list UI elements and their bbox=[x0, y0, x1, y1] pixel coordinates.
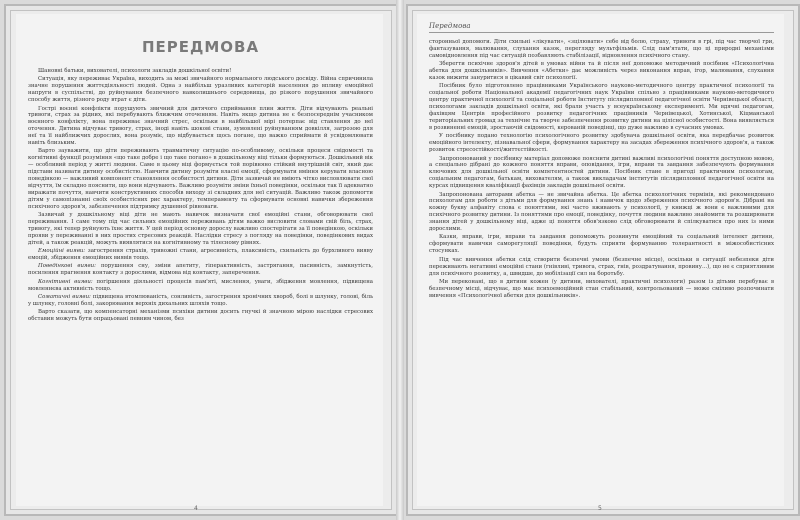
right-page-number: 5 bbox=[598, 505, 602, 512]
right-page bbox=[417, 14, 784, 506]
paragraph-text: Запропонована авторами абетка — не звичайна абетка. Це абетка психологічних термінів, які рекомендовано психологам для роботи з дітьми для формування знань і навичок щодо збереження психічного здоров'я. Дібрані на кожну букву алфавіту слова є поняттями, які часто вживають у психології, у книжці ж вони є важливими для психічного розвитку дитини. Із поняттями про емоції, поведінку, почуття людини важливо знайомити та розширювати знання дітей у дошкільному віці, адже ці поняття обов'язково слід обговорювати й спілкуватися про них із ними дорослими. bbox=[429, 191, 774, 233]
left-page-text bbox=[28, 68, 373, 323]
paragraph-text: підвищена втомлюваність, сонливість, загострення хронічних хвороб, болі в шлунку, голові, біль у шлунку, головні болі, закорювання верхніх дихальних шляхів тощо. bbox=[28, 294, 373, 307]
paragraph-label: Когнітивні вияви: bbox=[38, 278, 97, 285]
paragraph bbox=[429, 257, 774, 278]
paragraph-text: Запропонований у посібнику матеріал допоможе пояснити дитині важливі психологічні поняття доступною мовою, а спеціально дібрані до кожного поняття вправи, оповідання, ігри, вправи та завдання забезпечують формування ключових для дошкільної освіти компетентностей дитини. Посібник стане в пригоді практичним психологам, соціальним педагогам, батькам, вихователям, а також викладачам інститутів післядипломної педагогічної освіти на курсах підвищення кваліфікації фахівців закладів дошкільної освіти. bbox=[429, 155, 774, 190]
paragraph bbox=[28, 68, 373, 75]
paragraph-text: Зберегти психічне здоров'я дітей в умовах війни та й після неї допоможе методичний посібник «Психологічна абетка для дошкільників». Вивчення «Абетки» дає можливість через виконання вправ, ігор, малювання, слухання казок вижити зануритися в цікавий світ психології. bbox=[429, 61, 774, 82]
paragraph-text: порушення сну, зміни апетиту, гіперактивність, застрягання, пасивність, замкнутість, посилення прагнення контакту з дорослими, відмова від контакту, заперечення. bbox=[28, 263, 373, 277]
paragraph-text: Під час вивчення абетки слід створити безпечні умови (безпечне місце), оскільки в ситуації небезпеки діти переживають негативні емоційні стани (гнівливі, тривога, страх, гнів, роздратування, провину...), що не є сприятливим для психічного розвитку, а, швидше, до мобілізації сил на боротьбу. bbox=[429, 256, 774, 277]
paragraph bbox=[28, 294, 373, 308]
paragraph-text: У посібнику подано технологію психологічного розвитку здобувача дошкільної освіти, яка передбачає розвиток емоційного інтелекту, пізнавальної сфери, формування характеру на засадах збереження психічного здоров'я, а також розвиток стресостійкості/життєстійкості. bbox=[429, 133, 774, 154]
paragraph bbox=[28, 248, 373, 262]
paragraph bbox=[429, 234, 774, 255]
paragraph bbox=[28, 212, 373, 247]
paragraph bbox=[28, 309, 373, 323]
left-page-number: 4 bbox=[194, 505, 198, 512]
left-page bbox=[16, 14, 383, 506]
paragraph bbox=[429, 39, 774, 60]
paragraph-text: Варто зауважити, що діти переживають травматичну ситуацію по-особливому, оскільки процеси свідомості та когнітивні функції розуміння «що таке добре і що таке погано» в дошкільному віці тільки формуються. Дошкільний вік — особливий період у житті людини. Саме в цьому віці формується той порівняно стійкий внутрішній світ, який дає підстави називати дитину особистістю. Навчити дитину розуміти власні емоції, сформувати вміння керувати власною поведінкою — важливий компонент становлення особистості дитини. Діти зазвичай не вміють чітко висловлювати свої відчуття, їм складно пояснити, що вони відчувають. Важливо розуміти зміни їхньої поведінки, оскільки так її адекватно виражати почуття, навчити конструктивних способів виходу зі складних для неї ситуацій. Важливо також допомогти дітям у самопізнанні своїх особистісних рис характеру, темпераменту та сформувати основні навички збереження психічного здоров'я, забезпечення підтримку душевної рівноваги. bbox=[28, 148, 373, 210]
paragraph-text: Казки, вправи, ігри, вправи та завдання допоможуть розвинути емоційний та соціальний інтелект дитини, сформувати навички саморегуляції поведінки, будуть сприяти формуванню толерантності в міжособистісних стосунках. bbox=[429, 234, 774, 255]
paragraph-text: загострення страхів, тривожні стани, агресивність, плаксивість, схильність до бурхливого вияву емоцій, збідження емоційних виявів тощо. bbox=[28, 248, 373, 262]
paragraph bbox=[429, 156, 774, 191]
paragraph-text: Шановні батьки, вихователі, психологи закладів дошкільної освіти! bbox=[38, 68, 232, 74]
paragraph-text: Посібник було підготовлено працівниками Українського науково-методичного центру практичної психології та соціальної роботи Національної академії педагогічних наук України спільно з працівниками науково-методичного центру практичної психології та соціальної роботи Інституту післядипломної педагогічної освіти Чернівецької області, психологами закладів дошкільної освіти, які брали участь у всеукраїнському експерименті. Ми вдячні педагогам, фахівцям Центрів професійного розвитку педагогічних працівників Чернівецької, Хотинської, Кіцманської територіальних громад за технічне та творче забезпечення розвитку дитини на цілісної особистості. Вона виявляється в розвиненні емоцій, зростаючій свідомості, керованій поведінці, що дуже важливо в сучасних умовах. bbox=[429, 83, 774, 131]
book-spine bbox=[396, 0, 404, 520]
paragraph-text: погіршення діяльності процесів пам'яті, мислення, уваги, збідження мовлення, підвищена мовленнєва активність тощо. bbox=[28, 278, 373, 292]
paragraph bbox=[28, 106, 373, 147]
paragraph-label: Соматичні вияви: bbox=[38, 294, 93, 301]
paragraph bbox=[429, 83, 774, 131]
paragraph bbox=[429, 192, 774, 233]
paragraph-text: Ситуація, яку переживає Україна, виходить за межі звичайного нормального людського досвіду. Війна спричинила значне порушення життєдіяльності людей. Одна з найбільш уразливих категорій населення до впливу емоційної напруги в суспільстві, до руйнування безпечного навколишнього середовища, до різкого порушення звичайного способу життя, різного роду втрат є діти. bbox=[28, 76, 373, 104]
paragraph-label: Поведінкові вияви: bbox=[38, 263, 101, 270]
paragraph bbox=[429, 133, 774, 154]
paragraph-text: Варто сказати, що компенсаторні механізми психіки дитини досить гнучкі й значною мірою наслідки стресових обставин можуть бути опрацьовані певним чином, без bbox=[28, 309, 373, 323]
paragraph-text: сторонньої допомоги. Діти схильні «лікувати», «зцілювати» себе від болю, страху, тривоги в грі, під час творчої гри, фантазування, малювання, слухання казок, перегляду мультфільмів. Слід пам'ятати, що ці природні механізми самовідновлення під час ситуацій позбавляють стабілізації, відновлення психічного стану. bbox=[429, 39, 774, 59]
right-page-text bbox=[429, 39, 774, 300]
paragraph bbox=[429, 61, 774, 82]
paragraph-text: Зазвичай у дошкільному віці діти не мають навичок визначати свої емоційні стани, обговорювати свої переживання. І саме тому під час сильних емоційних переживань дітям важко висловити словами свій біль, страх, тривогу, які тепер руйнують їхнє життя. У цей період основну дорослу важливо спостерігати за її поведінкою, оскільки прояви у переживанні в них простих стресових реакцій. Наслідки стресу з погляду на поведінки, поведінкових видах дітей, а також реакцій, можуть виявлятися на когнітивному та тілесному рівнях. bbox=[28, 212, 373, 246]
paragraph-label: Емоційні вияви: bbox=[38, 248, 88, 255]
paragraph bbox=[28, 263, 373, 277]
paragraph bbox=[28, 76, 373, 104]
page-title: ПЕРЕДМОВА bbox=[141, 38, 260, 56]
paragraph bbox=[28, 279, 373, 293]
paragraph bbox=[429, 279, 774, 300]
paragraph-text: Гострі воєнні конфлікти порушують звичний для дитячого сприймання плин життя. Діти відчувають реальні тривоги, страх за рідних, які перебувають ближчим оточенням. Навіть якщо дитина не є безпосереднім учасником воєнного конфлікту, вона переживає значний стрес, оскільки в найбільшої мірі потерпає від ставлення до неї оточення. Дитина відчуває тривогу, страх, іноді навіть шокові стани, зумовлені руйнуванням довкілля, загрозою для неї та її найближчих дорослих, вона розуміє, що відбувається щось погане, що важко сприймати й усвідомлювати навіть близьким. bbox=[28, 105, 373, 147]
running-head: Передмова bbox=[429, 14, 774, 33]
paragraph bbox=[28, 148, 373, 210]
paragraph-text: Ми переконані, що в дитини кожен (у дитини, вихователі, практичні психологи) разом із дітьми перебуває в безпечному місці, відчуває, що має психоемоційний стан стабільний, контрольований — може сміливо розпочинати вивчення «Психологічної абетки для дошкільників». bbox=[429, 278, 774, 299]
